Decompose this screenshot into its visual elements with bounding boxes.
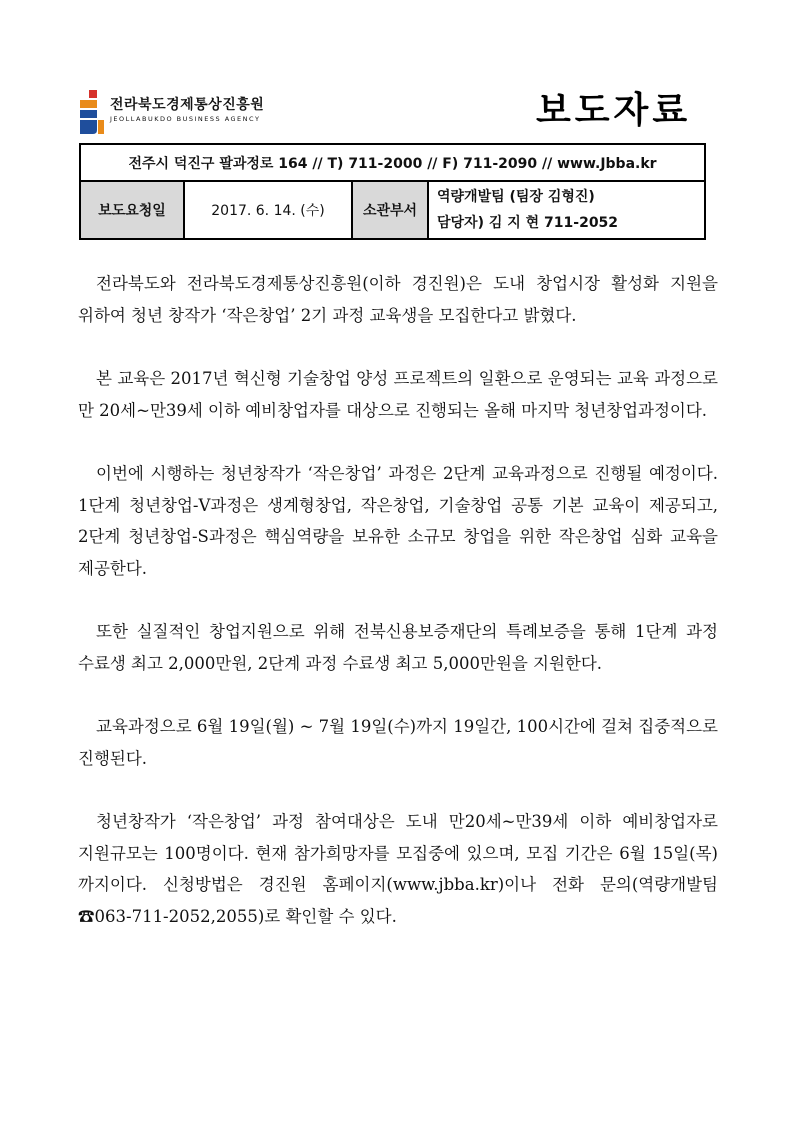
org-logo: [76, 88, 316, 138]
paragraph: 교육과정으로 6월 19일(월) ~ 7월 19일(수)까지 19일간, 100시간에 걸쳐 집중적으로 진행된다.: [78, 717, 718, 768]
paragraph: 청년창작가 ‘작은창업’ 과정 참여대상은 도내 만20세~만39세 이하 예비창업자로 지원규모는 100명이다. 현재 참가희망자를 모집중에 있으며, 모집 기간은 6월 15일(목)까지이다. 신청방법은 경진원 홈페이지(www.jbba.kr)이나 전화 문의(역량개발팀 ☎063-711-2052,2055)로 확인할 수 있다.: [78, 812, 718, 926]
release-date: 2017. 6. 14. (수): [184, 181, 352, 239]
department-contact: 담당자) 김 지 현 711-2052: [437, 215, 619, 231]
paragraph: 이번에 시행하는 청년창작가 ‘작은창업’ 과정은 2단계 교육과정으로 진행될 예정이다. 1단계 청년창업-V과정은 생계형창업, 작은창업, 기술창업 공통 기본 교육이 제공되고, 2단계 청년창업-S과정은 핵심역량을 보유한 소규모 창업을 위한 작은창업 심화 교육을 제공한다.: [78, 464, 718, 578]
press-release-body: [78, 268, 718, 964]
department-team: 역량개발팀 (팀장 김형진): [437, 189, 595, 205]
document-type-title: 보도자료: [536, 90, 692, 131]
press-info-table: [79, 143, 706, 240]
org-logo-icon: [76, 90, 106, 134]
page-header: [0, 0, 794, 140]
paragraph: 전라북도와 전라북도경제통상진흥원(이하 경진원)은 도내 창업시장 활성화 지원을 위하여 청년 창작가 ‘작은창업’ 2기 과정 교육생을 모집한다고 밝혔다.: [78, 274, 718, 325]
release-date-label: 보도요청일: [80, 181, 184, 239]
org-name: 전라북도경제통상진흥원: [110, 97, 265, 113]
paragraph: 본 교육은 2017년 혁신형 기술창업 양성 프로젝트의 일환으로 운영되는 교육 과정으로 만 20세~만39세 이하 예비창업자를 대상으로 진행되는 올해 마지막 청년창업과정이다.: [78, 369, 718, 420]
paragraph: 또한 실질적인 창업지원으로 위해 전북신용보증재단의 특례보증을 통해 1단계 과정 수료생 최고 2,000만원, 2단계 과정 수료생 최고 5,000만원을 지원한다.: [78, 622, 718, 673]
department-info: [428, 181, 705, 239]
org-name-english: JEOLLABUKDO BUSINESS AGENCY: [110, 115, 261, 123]
contact-line: 전주시 덕진구 팔과정로 164 // T) 711-2000 // F) 711-2090 // www.Jbba.kr: [80, 144, 705, 181]
department-label: 소관부서: [352, 181, 428, 239]
